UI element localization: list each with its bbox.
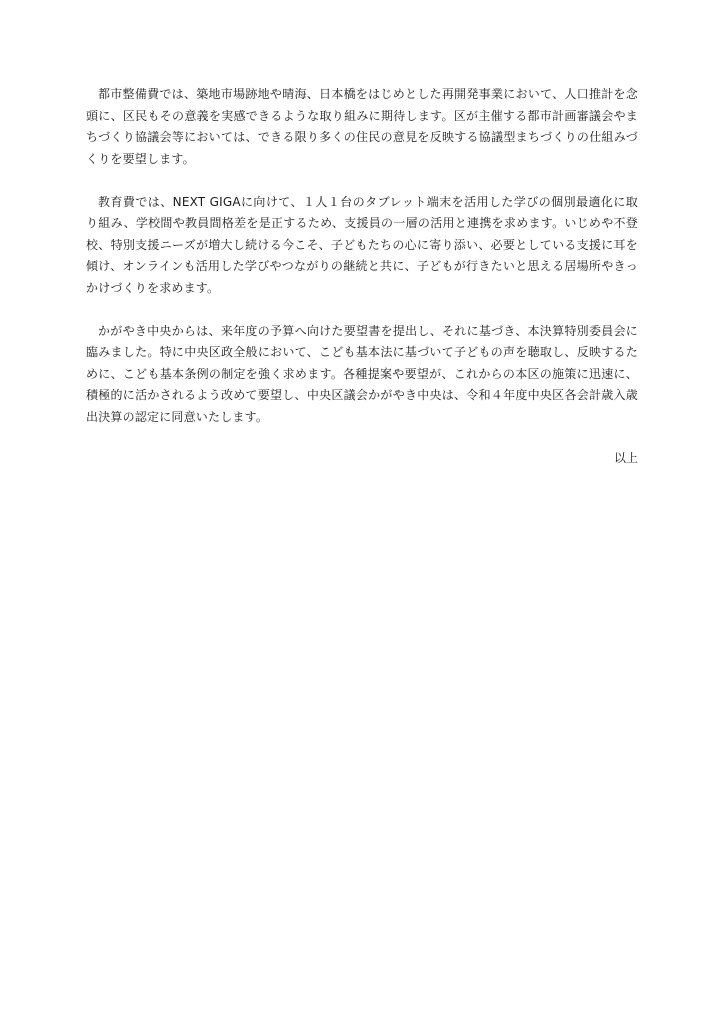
paragraph-kagayaki-chuo: かがやき中央からは、来年度の予算へ向けた要望書を提出し、それに基づき、本決算特別委員会に臨みました。特に中央区政全般において、こども基本法に基づいて子どもの声を聴取し、反映するために、こども基本条例の制定を強く求めます。各種提案や要望が、これからの本区の施策に迅速に、積極的に活かされるよう改めて要望し、中央区議会かがやき中央は、令和４年度中央区各会計歳入歳出決算の認定に同意いたします。 [86, 323, 638, 424]
paragraph-education: 教育費では、NEXT GIGAに向けて、１人１台のタブレット端末を活用した学びの個別最適化に取り組み、学校間や教員間格差を是正するため、支援員の一層の活用と連携を求めます。いじめや不登校、特別支援ニーズが増大し続ける今こそ、子どもたちの心に寄り添い、必要としている支援に耳を傾け、オンラインも活用した学びやつながりの継続と共に、子どもが行きたいと思える居場所やきっかけづくりを求めます。 [86, 194, 638, 295]
document-body [86, 84, 638, 450]
paragraph-urban-development: 都市整備費では、築地市場跡地や晴海、日本橋をはじめとした再開発事業において、人口推計を念頭に、区民もその意義を実感できるような取り組みに期待します。区が主催する都市計画審議会やまちづくり協議会等においては、できる限り多くの住民の意見を反映する協議型まちづくりの仕組みづくりを要望します。 [86, 87, 638, 166]
closing-remark: 以上 [613, 451, 638, 465]
